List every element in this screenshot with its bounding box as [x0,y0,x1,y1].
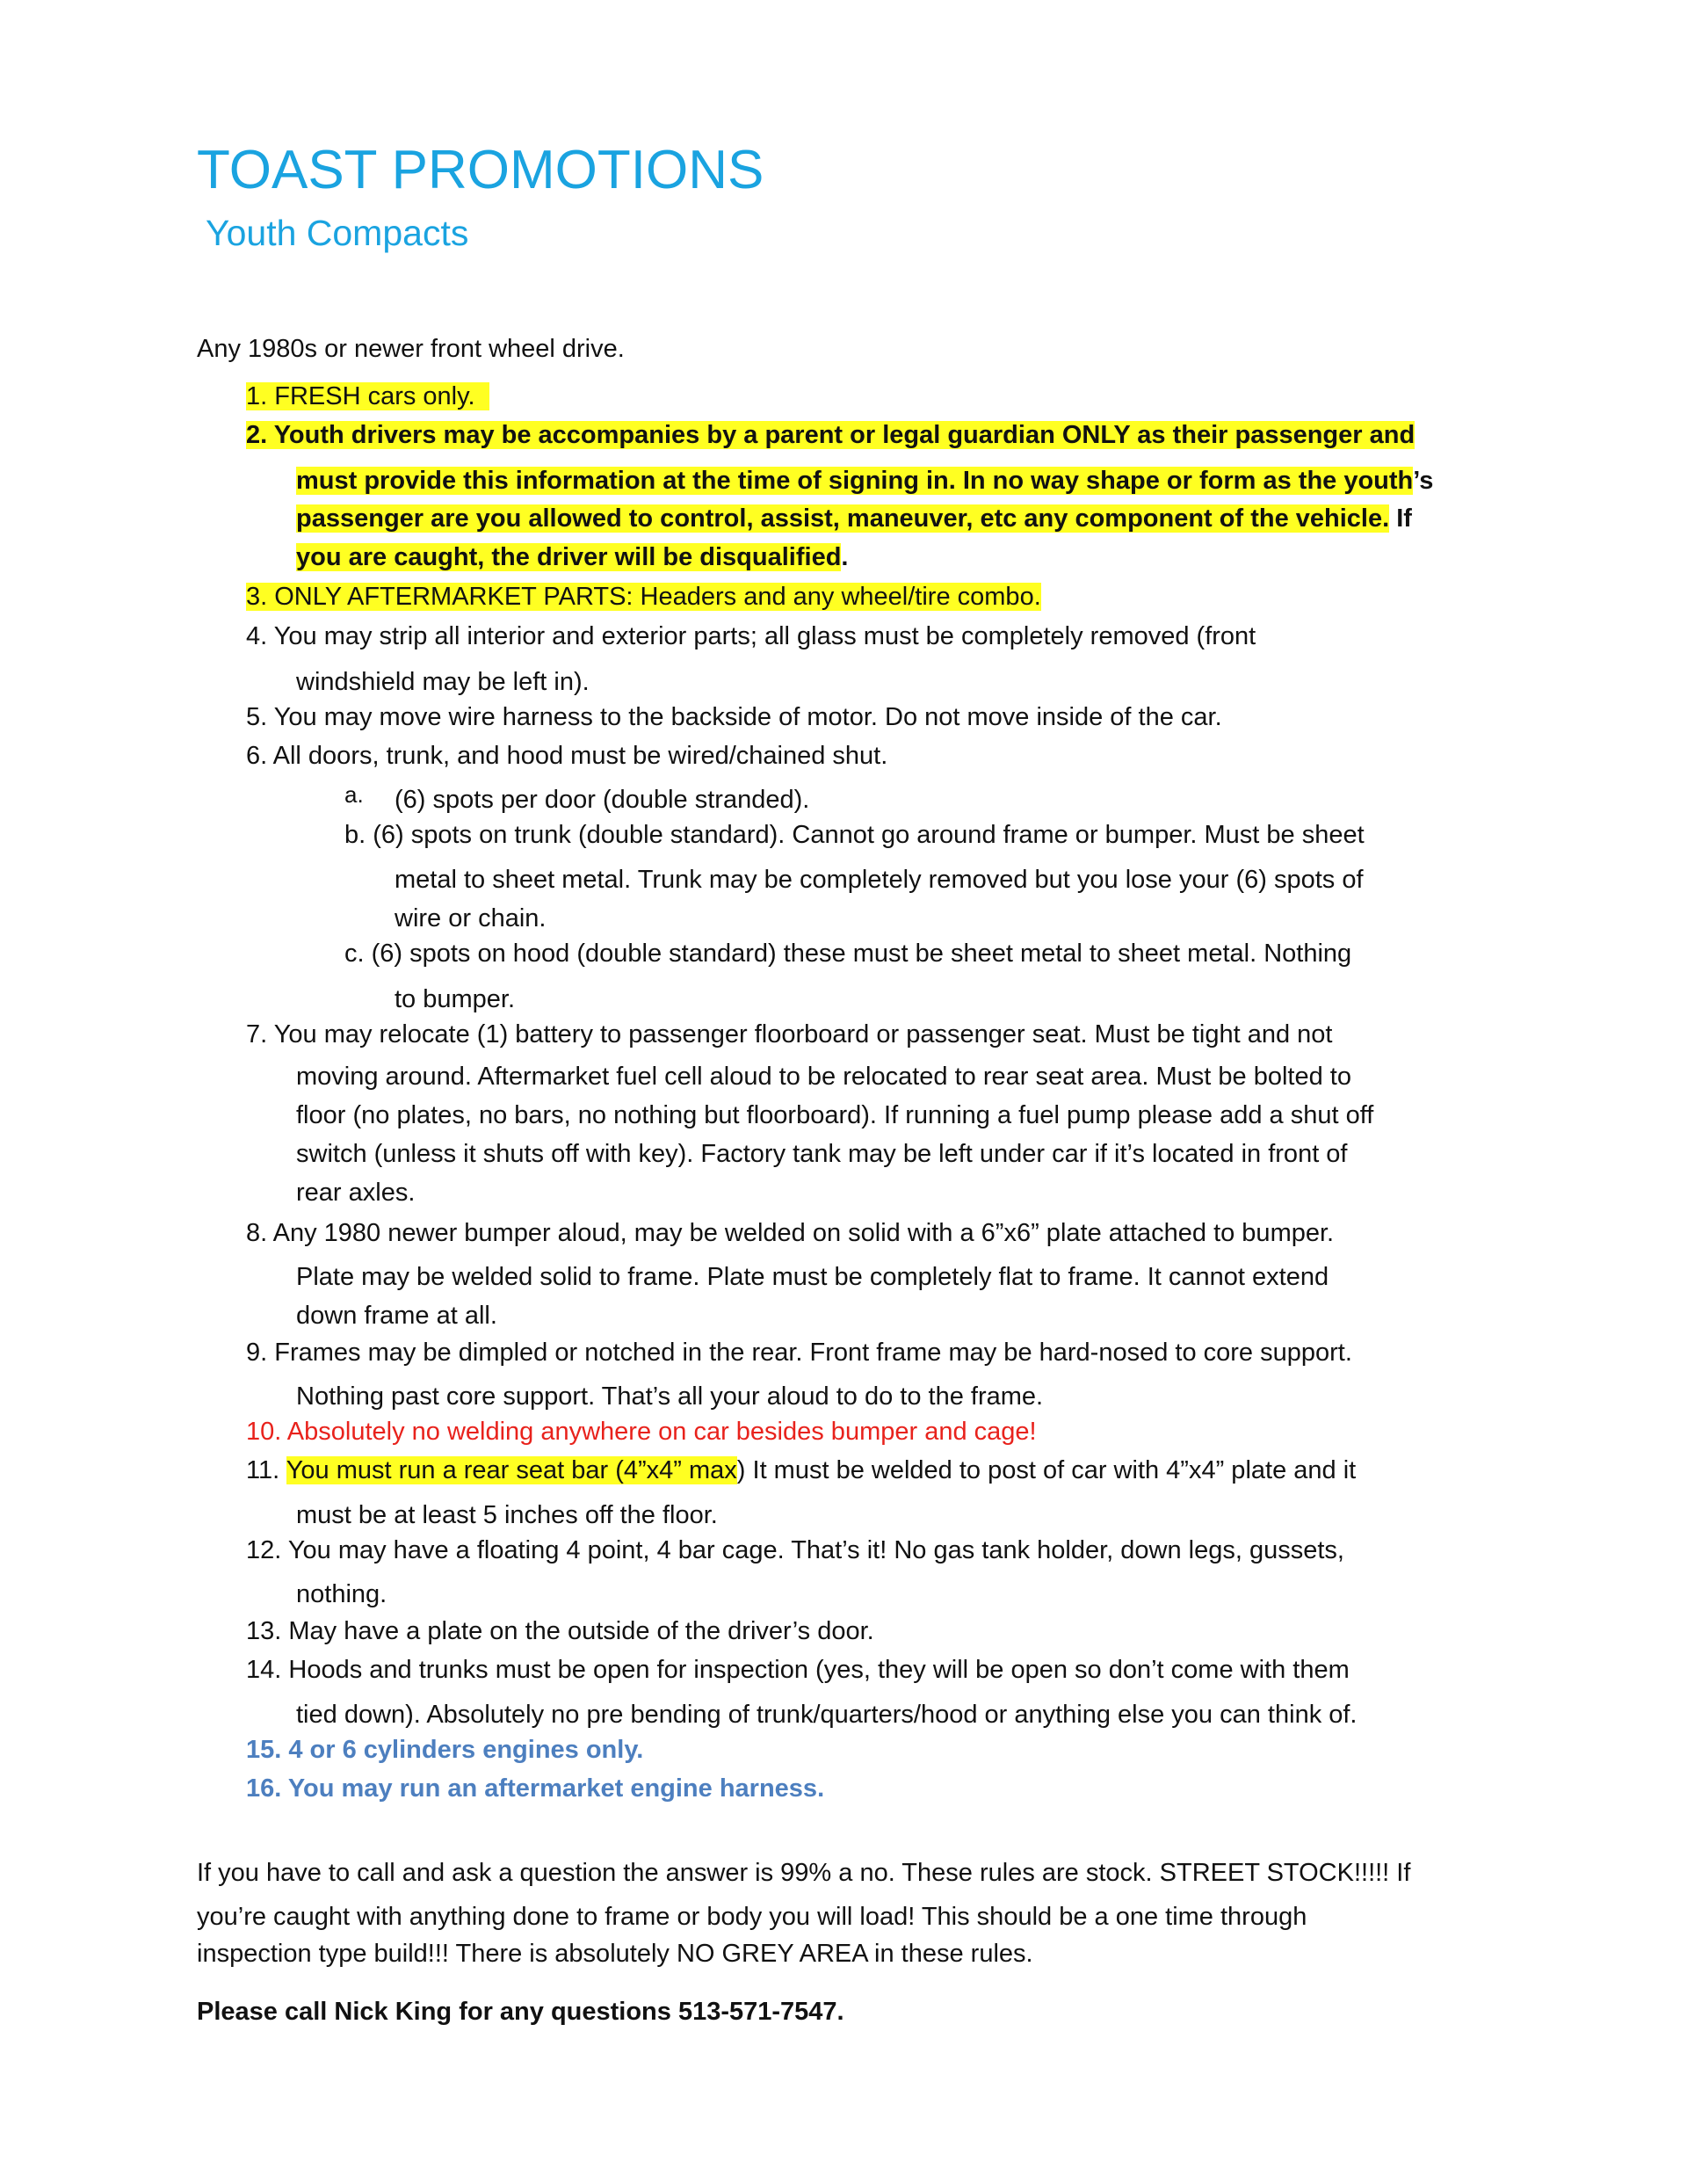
rule-2-text-4a: you are caught, the driver will be disqualified [296,543,842,571]
rule-4-line-1: 4. You may strip all interior and exterior parts; all glass must be completely removed (front [246,622,1256,650]
rule-7-line-3: floor (no plates, no bars, no nothing but floorboard). If running a fuel pump please add a shut off [296,1101,1374,1129]
rule-2-text-3b: If [1389,504,1412,533]
rule-2-text-2b: ’s [1413,467,1434,495]
rule-11-highlight: You must run a rear seat bar (4”x4” max [286,1456,737,1484]
rule-14-line-1: 14. Hoods and trunks must be open for inspection (yes, they will be open so don’t come with them [246,1656,1350,1684]
rule-11-number: 11. [246,1456,286,1484]
closing-line-3: inspection type build!!! There is absolutely NO GREY AREA in these rules. [197,1940,1033,1968]
rule-2-text-2a: must provide this information at the time of signing in. In no way shape or form as the youth [296,467,1414,495]
rule-6a: (6) spots per door (double stranded). [395,786,810,814]
rule-6b-line-1: b. (6) spots on trunk (double standard). Cannot go around frame or bumper. Must be sheet [344,821,1365,849]
document-title: TOAST PROMOTIONS [197,140,764,200]
rule-1-text: 1. FRESH cars only. [246,382,475,410]
rule-3 [246,580,1041,613]
rule-8-line-2: Plate may be welded solid to frame. Plate must be completely flat to frame. It cannot extend [296,1263,1329,1291]
closing-line-2: you’re caught with anything done to frame or body you will load! This should be a one time through [197,1903,1307,1931]
rule-9-line-2: Nothing past core support. That’s all your aloud to do to the frame. [296,1382,1044,1411]
rule-4-line-2: windshield may be left in). [296,668,590,696]
rule-12-line-1: 12. You may have a floating 4 point, 4 bar cage. That’s it! No gas tank holder, down legs, gussets, [246,1536,1344,1564]
rule-16: 16. You may run an aftermarket engine harness. [246,1774,825,1803]
rule-5: 5. You may move wire harness to the backside of motor. Do not move inside of the car. [246,703,1222,731]
rule-6a-marker: a. [344,781,364,808]
rule-7-line-4: switch (unless it shuts off with key). Factory tank may be left under car if it’s located in front of [296,1140,1348,1168]
intro-text: Any 1980s or newer front wheel drive. [197,335,625,363]
rule-7-line-1: 7. You may relocate (1) battery to passenger floorboard or passenger seat. Must be tight and not [246,1020,1333,1048]
contact-line: Please call Nick King for any questions 513-571-7547. [197,1998,844,2026]
rule-2-text-1: 2. Youth drivers may be accompanies by a parent or legal guardian ONLY as their passenger and [246,421,1415,449]
rule-2-text-3a: passenger are you allowed to control, assist, maneuver, etc any component of the vehicle. [296,504,1390,533]
rule-8-line-1: 8. Any 1980 newer bumper aloud, may be welded on solid with a 6”x6” plate attached to bumper. [246,1219,1335,1247]
rule-6c-line-2: to bumper. [395,985,516,1013]
rule-7-line-2: moving around. Aftermarket fuel cell aloud to be relocated to rear seat area. Must be bolted to [296,1063,1351,1091]
rule-11-rest: ) It must be welded to post of car with 4”x4” plate and it [736,1456,1357,1484]
rule-2-line-3 [296,502,1412,535]
rule-14-line-2: tied down). Absolutely no pre bending of trunk/quarters/hood or anything else you can think of. [296,1701,1358,1729]
rule-10: 10. Absolutely no welding anywhere on car besides bumper and cage! [246,1418,1037,1446]
rule-3-text: 3. ONLY AFTERMARKET PARTS: Headers and any wheel/tire combo. [246,583,1041,611]
rule-8-line-3: down frame at all. [296,1302,497,1330]
rule-12-line-2: nothing. [296,1580,387,1608]
rule-1 [246,380,489,413]
rule-9-line-1: 9. Frames may be dimpled or notched in the rear. Front frame may be hard-nosed to core support. [246,1339,1352,1367]
rule-11-line-1 [246,1454,1356,1487]
closing-line-1: If you have to call and ask a question the answer is 99% a no. These rules are stock. STREET STOCK!!!!! If [197,1859,1411,1887]
rule-6c-line-1: c. (6) spots on hood (double standard) these must be sheet metal to sheet metal. Nothing [344,940,1352,968]
rule-2-line-4 [296,541,848,574]
rule-6: 6. All doors, trunk, and hood must be wired/chained shut. [246,742,888,770]
rule-13: 13. May have a plate on the outside of the driver’s door. [246,1617,874,1645]
rule-7-line-5: rear axles. [296,1179,416,1207]
rule-6b-line-2: metal to sheet metal. Trunk may be completely removed but you lose your (6) spots of [395,866,1364,894]
rule-2-line-2 [296,464,1433,497]
rule-6b-line-3: wire or chain. [395,904,547,932]
rule-15: 15. 4 or 6 cylinders engines only. [246,1736,644,1764]
document-subtitle: Youth Compacts [206,213,469,253]
rule-2-line-1 [246,418,1415,452]
rule-11-line-2: must be at least 5 inches off the floor. [296,1501,718,1529]
rule-2-text-4b: . [841,543,849,571]
